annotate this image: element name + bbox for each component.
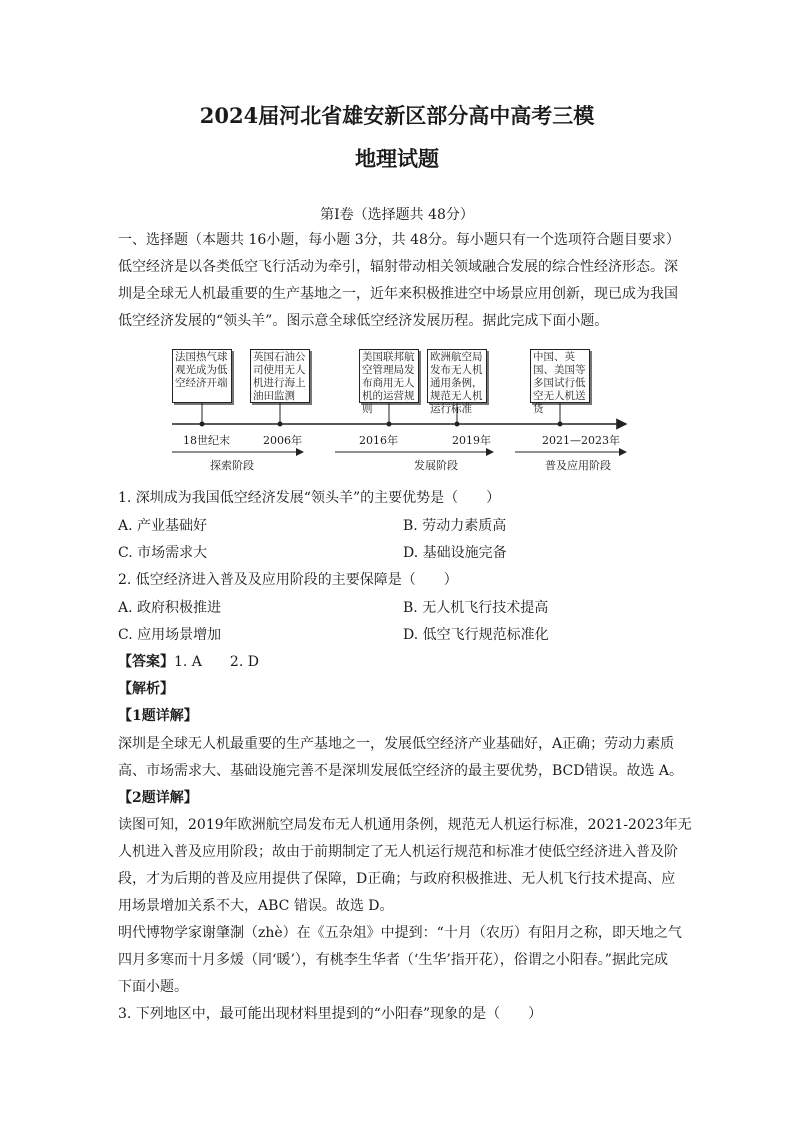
q2-option-b: B. 无人机飞行技术提高 [403,600,549,616]
answer-row [118,651,259,671]
detail1-line: 深圳是全球无人机最重要的生产基地之一，发展低空经济产业基础好，A正确；劳动力素质 [118,736,675,752]
exam-subtitle: 地理试题 [355,146,439,171]
material1-line: 圳是全球无人机最重要的生产基地之一，近年来积极推进空中场景应用创新，现已成为我国 [118,286,678,302]
volume-heading: 第Ⅰ卷（选择题共 48分） [320,207,474,223]
q2-stem: 2. 低空经济进入普及及应用阶段的主要保障是（ ） [118,572,458,588]
material2-line: 下面小题。 [118,979,188,995]
detail2-label: 【2题详解】 [118,790,198,806]
q1-option-b: B. 劳动力素质高 [403,518,507,534]
timeline-year-4: 2019年 [452,434,491,447]
timeline-axis [0,0,794,480]
timeline-box-1: 法国热气球观光成为低空经济开端 [172,349,232,403]
timeline-year-2: 2006年 [263,434,302,447]
q1-option-a: A. 产业基础好 [118,518,208,534]
timeline-box-4: 欧洲航空局发布无人机通用条例，规范无人机运行标准 [427,349,487,403]
timeline-stage-1: 探索阶段 [210,459,254,472]
analysis-label: 【解析】 [118,681,174,697]
material1-line: 低空经济是以各类低空飞行活动为牵引，辐射带动相关领域融合发展的综合性经济形态。深 [118,259,678,275]
detail2-line: 读图可知，2019年欧洲航空局发布无人机通用条例，规范无人机运行标准，2021-2023年无 [118,817,692,833]
detail2-line: 人机进入普及应用阶段；故由于前期制定了无人机运行规范和标准才使低空经济进入普及阶 [118,844,678,860]
section-heading: 一、选择题（本题共 16小题，每小题 3分，共 48分。每小题只有一个选项符合题目要求） [118,232,680,248]
q1-option-c: C. 市场需求大 [118,545,208,561]
exam-title: 2024届河北省雄安新区部分高中高考三模 [199,103,595,128]
detail2-line: 用场景增加关系不大，ABC 错误。故选 D。 [118,898,394,914]
q1-option-d: D. 基础设施完备 [403,545,507,561]
q1-stem: 1. 深圳成为我国低空经济发展“领头羊”的主要优势是（ ） [118,490,501,506]
timeline-stage-2: 发展阶段 [414,459,458,472]
detail2-line: 段，才为后期的普及应用提供了保障，D正确；与政府积极推进、无人机飞行技术提高、应 [118,871,676,887]
answer-text: 1. A 2. D [174,654,259,670]
material2-line: 明代博物学家谢肇淛（zhè）在《五杂俎》中提到：“十月（农历）有阳月之称，即天地之气 [118,925,682,941]
material1-line: 低空经济发展的“领头羊”。图示意全球低空经济发展历程。据此完成下面小题。 [118,313,609,329]
timeline-year-3: 2016年 [359,434,398,447]
q3-stem: 3. 下列地区中，最可能出现材料里提到的“小阳春”现象的是（ ） [118,1006,543,1022]
detail1-line: 高、市场需求大、基础设施完善不是深圳发展低空经济的最主要优势，BCD错误。故选 A。 [118,763,684,779]
timeline-box-3: 美国联邦航空管理局发布商用无人机的运营规则 [359,349,419,403]
q2-option-c: C. 应用场景增加 [118,627,222,643]
timeline-year-5: 2021—2023年 [542,434,620,447]
detail1-label: 【1题详解】 [118,708,198,724]
timeline-year-1: 18世纪末 [183,434,230,447]
material2-line: 四月多寒而十月多煖（同‘暖’），有桃李生华者（‘生华’指开花），俗谓之小阳春。”据此完成 [118,952,668,968]
timeline-box-5: 中国、英国、美国等多国试行低空无人机送货 [530,349,590,403]
answer-label: 【答案】 [118,654,174,670]
timeline-box-2: 英国石油公司使用无人机进行海上油田监测 [250,349,310,403]
q2-option-a: A. 政府积极推进 [118,600,222,616]
q2-option-d: D. 低空飞行规范标准化 [403,627,549,643]
timeline-stage-3: 普及应用阶段 [545,459,611,472]
